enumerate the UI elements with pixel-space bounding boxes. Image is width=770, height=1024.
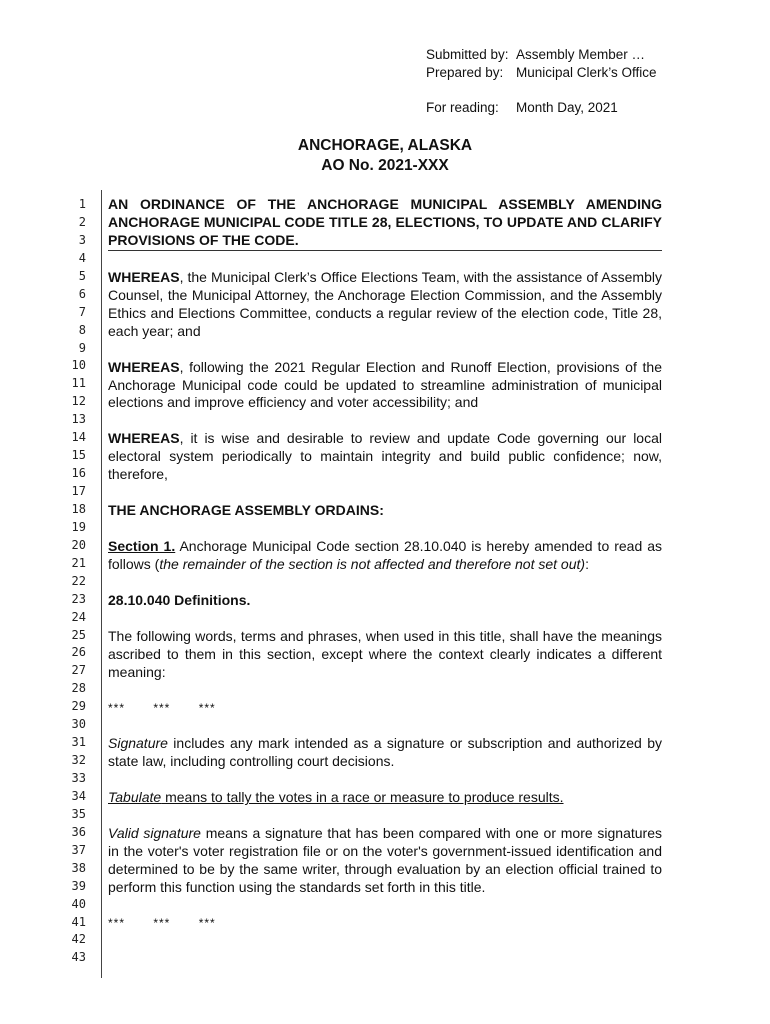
- definition-signature: Signature includes any mark intended as a signature or subscription and authorized by state law, including controlling court decisions.: [108, 735, 662, 770]
- line-number: 28: [71, 681, 86, 696]
- line-number: 27: [71, 663, 86, 678]
- line-number: 41: [71, 914, 86, 929]
- line-number: 9: [78, 340, 86, 355]
- line-number: 23: [71, 591, 86, 606]
- prepared-value: Municipal Clerk’s Office: [516, 65, 657, 80]
- prepared-row: [426, 64, 657, 82]
- line-number: 2: [78, 214, 86, 229]
- line-number: 14: [71, 430, 86, 445]
- line-number: 31: [71, 735, 86, 750]
- ordinance-heading: AN ORDINANCE OF THE ANCHORAGE MUNICIPAL ASSEMBLY AMENDING ANCHORAGE MUNICIPAL CODE TITLE 28, ELECTIONS, TO UPDATE AND CLARIFY PROVISIONS OF THE CODE.: [108, 196, 662, 251]
- prepared-label: Prepared by:: [426, 65, 504, 80]
- line-number: 26: [71, 645, 86, 660]
- line-number: 37: [71, 842, 86, 857]
- submitted-value: Assembly Member …: [516, 47, 646, 62]
- line-number: 17: [71, 484, 86, 498]
- line-number: 24: [71, 609, 86, 624]
- whereas-clause-3: WHEREAS, it is wise and desirable to review and update Code governing our local electoral system periodically to maintain integrity and build public confidence; now, therefore,: [108, 430, 662, 483]
- line-number: 34: [71, 788, 86, 803]
- line-number-divider: [101, 190, 102, 978]
- line-numbers: [0, 196, 86, 967]
- reading-row: [426, 99, 657, 117]
- line-number: 13: [71, 412, 86, 427]
- ordinance-body: [108, 196, 662, 933]
- line-number: 21: [71, 555, 86, 570]
- line-number: 15: [71, 448, 86, 463]
- submitted-row: [426, 46, 657, 64]
- line-number: 18: [71, 501, 86, 516]
- line-number: 5: [78, 268, 86, 283]
- line-number: 38: [71, 860, 86, 875]
- definitions-heading: 28.10.040 Definitions.: [108, 591, 251, 608]
- line-number: 8: [78, 322, 86, 337]
- definitions-intro: The following words, terms and phrases, when used in this title, shall have the meanings ascribed to them in this section, except where the context clearly indicates a different meaning:: [108, 627, 662, 680]
- line-number: 36: [71, 824, 86, 839]
- line-number: 32: [71, 753, 86, 768]
- whereas-clause-2: WHEREAS, following the 2021 Regular Election and Runoff Election, provisions of the Anchorage Municipal code could be updated to streamline administration of municipal elections and improve efficiency and voter accessibility; and: [108, 358, 662, 411]
- line-number: 40: [71, 896, 86, 911]
- ordains-heading: THE ANCHORAGE ASSEMBLY ORDAINS:: [108, 502, 384, 519]
- line-number: 11: [71, 376, 86, 391]
- line-number: 33: [71, 771, 86, 785]
- line-number: 43: [71, 950, 86, 965]
- line-number: 22: [71, 573, 86, 588]
- document-title: ANCHORAGE, ALASKA: [297, 137, 473, 154]
- line-number: 10: [71, 358, 86, 373]
- submission-info: [426, 46, 657, 117]
- line-number: 3: [78, 232, 86, 247]
- section-1: Section 1. Anchorage Municipal Code section 28.10.040 is hereby amended to read as follows (the remainder of the section is not affected and therefore not set out):: [108, 538, 662, 572]
- line-number: 29: [71, 699, 86, 714]
- line-number: 35: [71, 806, 86, 821]
- submitted-label: Submitted by:: [426, 47, 509, 62]
- line-number: 6: [78, 286, 86, 301]
- definition-tabulate: Tabulate means to tally the votes in a race or measure to produce results.: [108, 789, 564, 806]
- whereas-clause-1: WHEREAS, the Municipal Clerk’s Office Elections Team, with the assistance of Assembly Counsel, the Municipal Attorney, the Anchorage Election Commission, and the Assembly Ethics and Elections Committee, conducts a regular review of the election code, Title 28, each year; and: [108, 268, 662, 339]
- reading-label: For reading:: [426, 100, 499, 115]
- ordinance-number: AO No. 2021-XXX: [321, 157, 449, 174]
- line-number: 12: [71, 394, 86, 409]
- line-number: 42: [71, 932, 86, 947]
- line-number: 19: [71, 519, 86, 534]
- line-number: 25: [71, 627, 86, 642]
- line-number: 20: [71, 537, 86, 552]
- reading-value: Month Day, 2021: [516, 100, 618, 115]
- omission-marker-end: *** *** ***: [108, 915, 216, 930]
- omission-marker: *** *** ***: [108, 700, 216, 715]
- line-number: 39: [71, 878, 86, 893]
- line-number: 4: [78, 250, 86, 265]
- line-number: 16: [71, 466, 86, 481]
- definition-valid-signature: Valid signature means a signature that has been compared with one or more signatures in the voter's voter registration file or on the voter's government-issued identification and determined to be by the same writer, through evaluation by an election official trained to perform this function using the standards set forth in this title.: [108, 825, 663, 896]
- line-number: 30: [71, 717, 86, 732]
- line-number: 7: [78, 304, 86, 319]
- line-number: 1: [78, 197, 86, 211]
